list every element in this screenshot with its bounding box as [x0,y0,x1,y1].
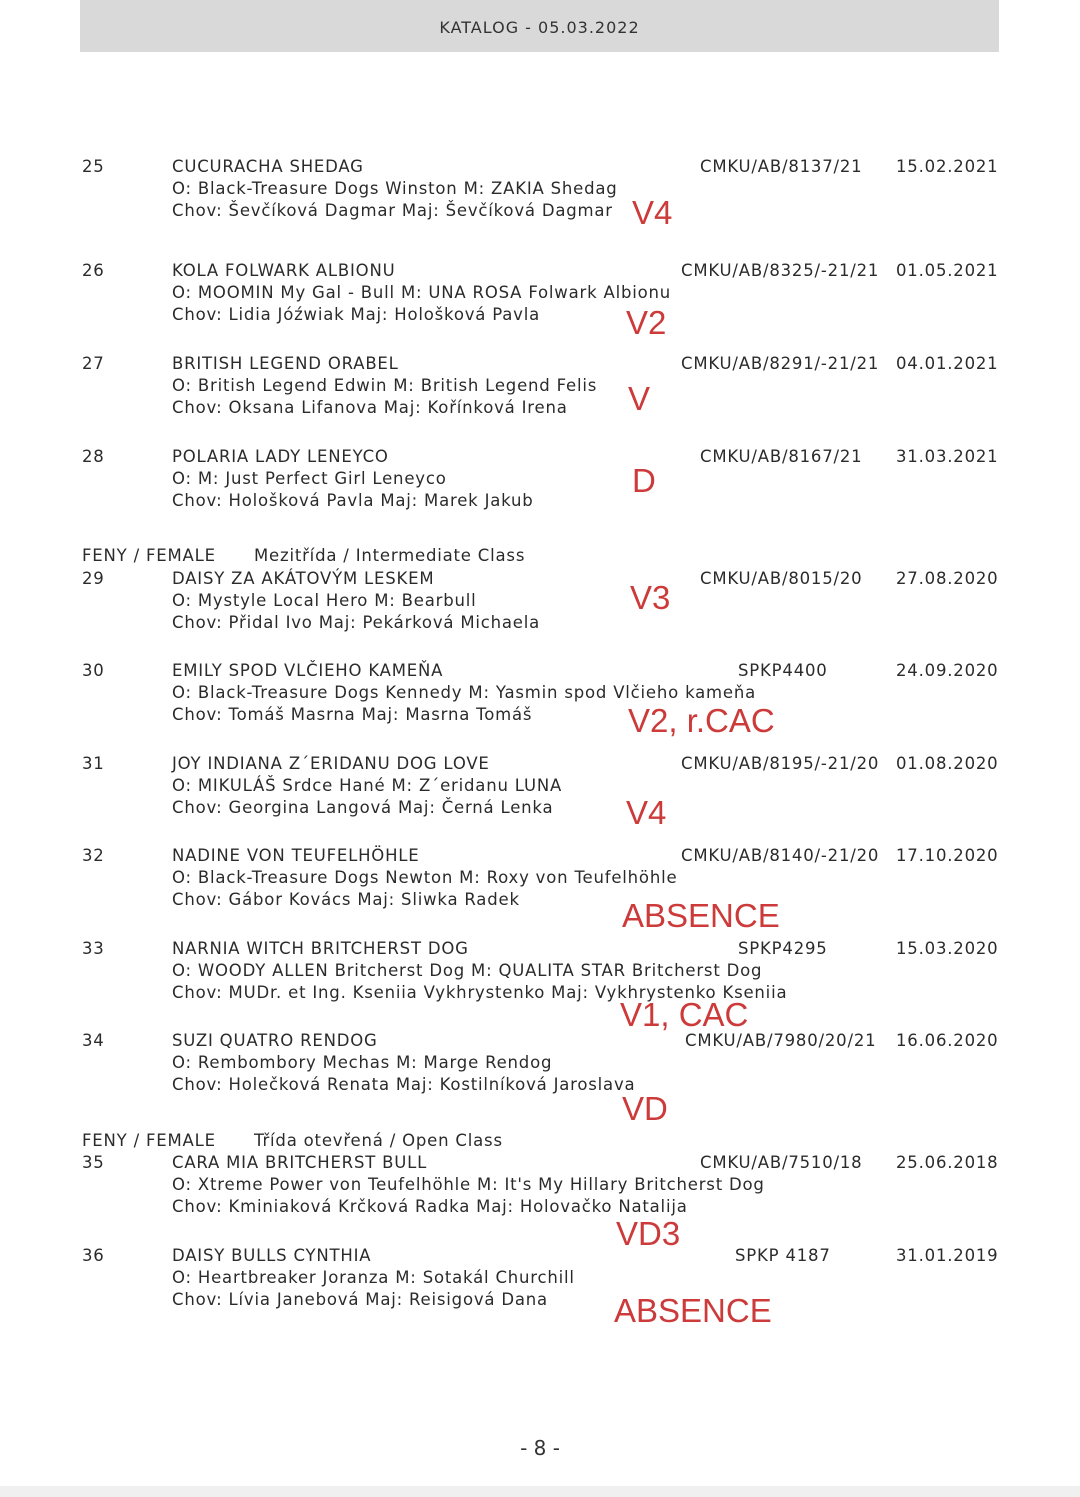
section-class: Třída otevřená / Open Class [254,1131,503,1150]
entry-number: 29 [82,569,105,588]
entry-grade: ABSENCE [614,1292,772,1329]
entry-birth-date: 24.09.2020 [896,661,999,680]
entry-registration: CMKU/AB/8137/21 [700,157,863,176]
entry-parents: O: British Legend Edwin M: British Legend Felis [172,376,598,395]
entry-name: DAISY ZA AKÁTOVÝM LESKEM [172,569,435,588]
entry-number: 36 [82,1246,105,1265]
entry-registration: CMKU/AB/8325/-21/21 [681,261,880,280]
entry-parents: O: M: Just Perfect Girl Leneyco [172,469,447,488]
entry-name: EMILY SPOD VLČIEHO KAMEŇA [172,661,444,680]
entry-breeder-owner: Chov: Gábor Kovács Maj: Sliwka Radek [172,890,520,909]
entry-breeder-owner: Chov: Ševčíková Dagmar Maj: Ševčíková Dagmar [172,201,613,220]
entry-grade: V4 [632,194,673,231]
entry-breeder-owner: Chov: Lidia Jóźwiak Maj: Hološková Pavla [172,305,541,324]
bottom-strip [0,1486,1080,1497]
entry-breeder-owner: Chov: Kminiaková Krčková Radka Maj: Holovačko Natalija [172,1197,688,1216]
entry-breeder-owner: Chov: Georgina Langová Maj: Černá Lenka [172,798,554,817]
entry-registration: CMKU/AB/8291/-21/21 [681,354,880,373]
entry-birth-date: 01.05.2021 [896,261,999,280]
entry-number: 25 [82,157,105,176]
entry-number: 27 [82,354,105,373]
entry-breeder-owner: Chov: Přidal Ivo Maj: Pekárková Michaela [172,613,541,632]
entry-birth-date: 15.02.2021 [896,157,999,176]
entry-number: 28 [82,447,105,466]
entry-birth-date: 04.01.2021 [896,354,999,373]
entry-breeder-owner: Chov: Holečková Renata Maj: Kostilníková Jaroslava [172,1075,636,1094]
entry-birth-date: 31.01.2019 [896,1246,999,1265]
entry-birth-date: 17.10.2020 [896,846,999,865]
page-number: - 8 - [520,1436,560,1460]
entry-registration: SPKP 4187 [735,1246,831,1265]
entry-registration: SPKP4400 [738,661,828,680]
page-header [80,0,999,52]
entry-number: 32 [82,846,105,865]
entry-name: KOLA FOLWARK ALBIONU [172,261,396,280]
entry-registration: CMKU/AB/8140/-21/20 [681,846,880,865]
entry-grade: ABSENCE [622,897,780,934]
entry-birth-date: 16.06.2020 [896,1031,999,1050]
entry-grade: V [628,380,651,417]
entry-name: NADINE VON TEUFELHÖHLE [172,846,420,865]
entry-birth-date: 31.03.2021 [896,447,999,466]
entry-parents: O: Heartbreaker Joranza M: Sotakál Churchill [172,1268,575,1287]
entry-parents: O: Xtreme Power von Teufelhöhle M: It's My Hillary Britcherst Dog [172,1175,765,1194]
entry-parents: O: Mystyle Local Hero M: Bearbull [172,591,477,610]
entry-grade: VD3 [616,1215,681,1252]
entry-name: BRITISH LEGEND ORABEL [172,354,399,373]
section-class: Mezitřída / Intermediate Class [254,546,526,565]
entry-name: JOY INDIANA Z´ERIDANU DOG LOVE [172,754,490,773]
entry-parents: O: WOODY ALLEN Britcherst Dog M: QUALITA STAR Britcherst Dog [172,961,763,980]
entry-birth-date: 27.08.2020 [896,569,999,588]
entry-number: 35 [82,1153,105,1172]
header-title: KATALOG - 05.03.2022 [439,18,640,37]
entry-name: CUCURACHA SHEDAG [172,157,364,176]
entry-grade: V4 [626,794,667,831]
entry-breeder-owner: Chov: Lívia Janebová Maj: Reisigová Dana [172,1290,548,1309]
entry-name: POLARIA LADY LENEYCO [172,447,389,466]
entry-breeder-owner: Chov: Hološková Pavla Maj: Marek Jakub [172,491,534,510]
entry-parents: O: Rembombory Mechas M: Marge Rendog [172,1053,553,1072]
entry-parents: O: Black-Treasure Dogs Winston M: ZAKIA Shedag [172,179,618,198]
entry-number: 26 [82,261,105,280]
section-sex: FENY / FEMALE [82,1131,216,1150]
entry-parents: O: MOOMIN My Gal - Bull M: UNA ROSA Folwark Albionu [172,283,672,302]
entry-grade: VD [622,1090,668,1127]
entry-breeder-owner: Chov: MUDr. et Ing. Kseniia Vykhrystenko Maj: Vykhrystenko Kseniia [172,983,788,1002]
entry-birth-date: 01.08.2020 [896,754,999,773]
entry-name: NARNIA WITCH BRITCHERST DOG [172,939,469,958]
entry-registration: SPKP4295 [738,939,828,958]
entry-name: DAISY BULLS CYNTHIA [172,1246,372,1265]
entry-number: 30 [82,661,105,680]
entry-breeder-owner: Chov: Tomáš Masrna Maj: Masrna Tomáš [172,705,533,724]
entry-birth-date: 25.06.2018 [896,1153,999,1172]
entry-registration: CMKU/AB/7510/18 [700,1153,863,1172]
entry-breeder-owner: Chov: Oksana Lifanova Maj: Kořínková Irena [172,398,568,417]
entry-parents: O: Black-Treasure Dogs Newton M: Roxy von Teufelhöhle [172,868,678,887]
entry-name: CARA MIA BRITCHERST BULL [172,1153,428,1172]
entry-parents: O: MIKULÁŠ Srdce Hané M: Z´eridanu LUNA [172,776,563,795]
entry-grade: V2, r.CAC [628,702,775,739]
entry-parents: O: Black-Treasure Dogs Kennedy M: Yasmin spod Vlčieho kameňa [172,683,757,702]
entry-number: 31 [82,754,105,773]
entry-registration: CMKU/AB/8195/-21/20 [681,754,880,773]
entry-registration: CMKU/AB/8015/20 [700,569,863,588]
entry-number: 34 [82,1031,105,1050]
entry-number: 33 [82,939,105,958]
entry-name: SUZI QUATRO RENDOG [172,1031,378,1050]
entry-grade: V2 [626,304,667,341]
entry-registration: CMKU/AB/7980/20/21 [685,1031,877,1050]
entry-birth-date: 15.03.2020 [896,939,999,958]
entry-registration: CMKU/AB/8167/21 [700,447,863,466]
entry-grade: D [632,462,656,499]
entry-grade: V1, CAC [620,996,749,1033]
section-sex: FENY / FEMALE [82,546,216,565]
entry-grade: V3 [630,579,671,616]
